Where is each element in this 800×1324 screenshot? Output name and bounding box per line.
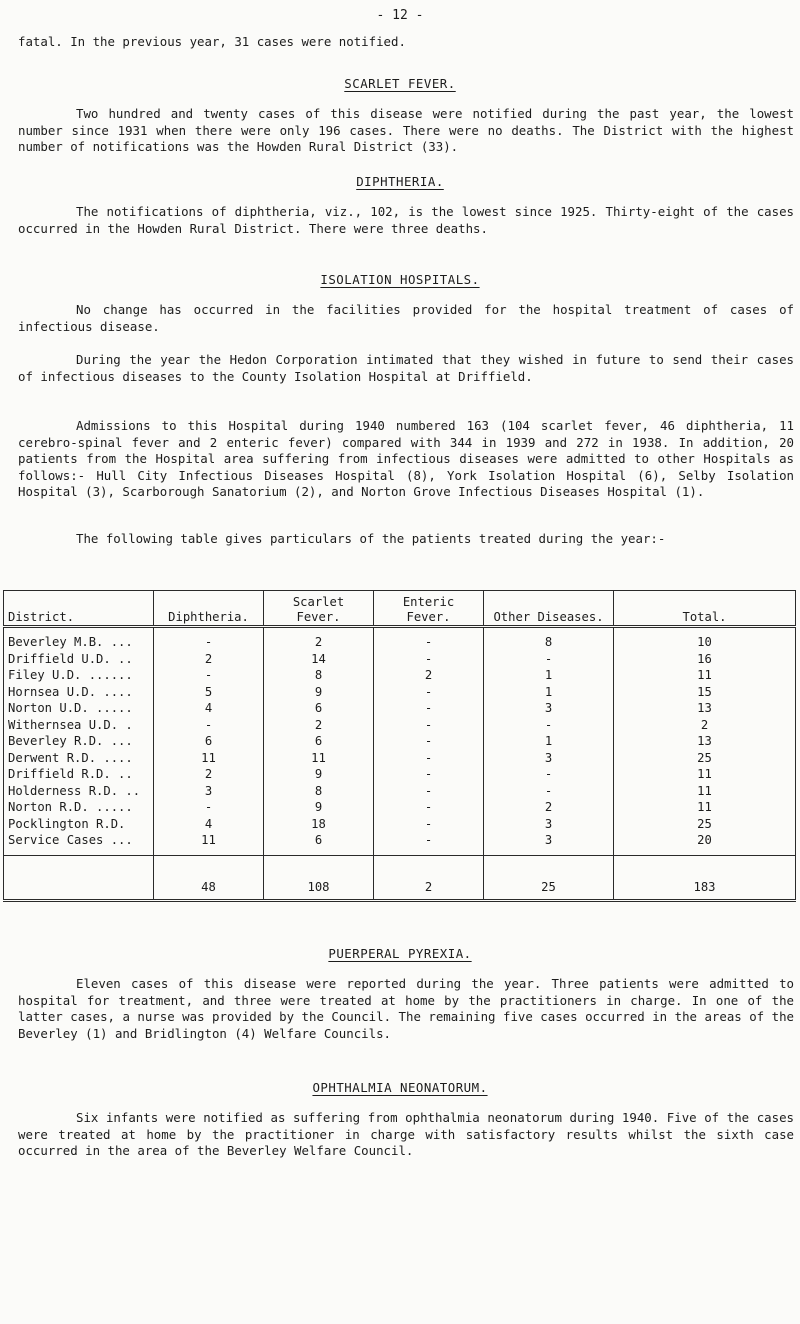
- total-diphtheria: 48: [154, 855, 264, 900]
- cell-district: Norton R.D. .....: [4, 799, 154, 816]
- cell-other-diseases: 8: [484, 627, 614, 651]
- cell-scarlet-fever: 14: [264, 651, 374, 668]
- cell-district: Filey U.D. ......: [4, 667, 154, 684]
- table-row: [4, 799, 796, 816]
- cell-district: Driffield U.D. ..: [4, 651, 154, 668]
- header-total: Total.: [614, 591, 796, 627]
- table-row: [4, 766, 796, 783]
- cell-other-diseases: -: [484, 651, 614, 668]
- cell-district: Pocklington R.D.: [4, 816, 154, 833]
- page-number: - 12 -: [376, 8, 424, 23]
- table-row: [4, 627, 796, 651]
- total-overall: 183: [614, 855, 796, 900]
- cell-scarlet-fever: 18: [264, 816, 374, 833]
- isolation-hospitals-heading: ISOLATION HOSPITALS.: [320, 272, 480, 287]
- cell-district: Hornsea U.D. ....: [4, 684, 154, 701]
- cell-diphtheria: 11: [154, 750, 264, 767]
- table-row: [4, 750, 796, 767]
- cell-total: 11: [614, 799, 796, 816]
- totals-label: [4, 855, 154, 900]
- header-other-diseases: Other Diseases.: [484, 591, 614, 627]
- isolation-text-3: Admissions to this Hospital during 1940 numbered 163 (104 scarlet fever, 46 diphtheria, 11 cerebro-spinal fever and 2 enteric fever) compared with 344 in 1939 and 272 in 1938. In addition, 20 patients from the Hospital area suffering from infectious diseases were admitted to other Hospitals as follows:- Hull City Infectious Diseases Hospital (8), York Isolation Hospital (6), Selby Isolation Hospital (3), Scarborough Sanatorium (2), and Norton Grove Infectious Diseases Hospital (1).: [18, 418, 794, 499]
- table-totals-row: [4, 855, 796, 900]
- puerperal-paragraph: [18, 976, 794, 1042]
- cell-diphtheria: 4: [154, 816, 264, 833]
- header-enteric-fever: Enteric Fever.: [374, 591, 484, 627]
- cell-scarlet-fever: 6: [264, 832, 374, 855]
- cell-district: Beverley M.B. ...: [4, 627, 154, 651]
- cell-other-diseases: 1: [484, 667, 614, 684]
- header-scarlet-fever: Scarlet Fever.: [264, 591, 374, 627]
- cell-diphtheria: -: [154, 667, 264, 684]
- cell-enteric-fever: -: [374, 816, 484, 833]
- cell-enteric-fever: -: [374, 783, 484, 800]
- cell-diphtheria: 11: [154, 832, 264, 855]
- ophthalmia-paragraph: [18, 1110, 794, 1160]
- table-row: [4, 684, 796, 701]
- cell-diphtheria: 4: [154, 700, 264, 717]
- cell-enteric-fever: -: [374, 733, 484, 750]
- cell-scarlet-fever: 2: [264, 717, 374, 734]
- cell-scarlet-fever: 9: [264, 766, 374, 783]
- cell-district: Driffield R.D. ..: [4, 766, 154, 783]
- cell-diphtheria: 6: [154, 733, 264, 750]
- cell-other-diseases: -: [484, 717, 614, 734]
- cell-diphtheria: -: [154, 627, 264, 651]
- table-row: [4, 816, 796, 833]
- cell-other-diseases: 3: [484, 816, 614, 833]
- cell-district: Withernsea U.D. .: [4, 717, 154, 734]
- cell-district: Holderness R.D. ..: [4, 783, 154, 800]
- cell-other-diseases: 3: [484, 700, 614, 717]
- cell-enteric-fever: -: [374, 832, 484, 855]
- intro-text: fatal. In the previous year, 31 cases were notified.: [18, 34, 406, 49]
- patients-table: [3, 590, 796, 902]
- total-scarlet-fever: 108: [264, 855, 374, 900]
- scarlet-fever-text: Two hundred and twenty cases of this disease were notified during the past year, the lowest number since 1931 when there were only 196 cases. There were no deaths. The District with the highest number of notifications was the Howden Rural District (33).: [18, 106, 794, 154]
- ophthalmia-text: Six infants were notified as suffering from ophthalmia neonatorum during 1940. Five of the cases were treated at home by the practitioner in charge with satisfactory results whilst the sixth case occurred in the area of the Beverley Welfare Council.: [18, 1110, 794, 1158]
- cell-district: Norton U.D. .....: [4, 700, 154, 717]
- table-row: [4, 733, 796, 750]
- cell-other-diseases: -: [484, 783, 614, 800]
- diphtheria-text: The notifications of diphtheria, viz., 102, is the lowest since 1925. Thirty-eight of the cases occurred in the Howden Rural District. There were three deaths.: [18, 204, 794, 236]
- cell-total: 11: [614, 783, 796, 800]
- isolation-paragraph-1: [18, 302, 794, 335]
- cell-other-diseases: 3: [484, 750, 614, 767]
- cell-scarlet-fever: 8: [264, 783, 374, 800]
- cell-diphtheria: 5: [154, 684, 264, 701]
- header-district: District.: [4, 591, 154, 627]
- isolation-text-4: The following table gives particulars of the patients treated during the year:-: [76, 531, 666, 546]
- cell-scarlet-fever: 11: [264, 750, 374, 767]
- ophthalmia-neonatorum-heading: OPHTHALMIA NEONATORUM.: [312, 1080, 488, 1095]
- cell-enteric-fever: -: [374, 766, 484, 783]
- table-row: [4, 667, 796, 684]
- cell-total: 11: [614, 667, 796, 684]
- cell-enteric-fever: -: [374, 799, 484, 816]
- cell-enteric-fever: 2: [374, 667, 484, 684]
- isolation-text-2: During the year the Hedon Corporation intimated that they wished in future to send their cases of infectious diseases to the County Isolation Hospital at Driffield.: [18, 352, 794, 384]
- cell-total: 13: [614, 700, 796, 717]
- isolation-text-1: No change has occurred in the facilities provided for the hospital treatment of cases of infectious disease.: [18, 302, 794, 334]
- table-row: [4, 651, 796, 668]
- cell-total: 20: [614, 832, 796, 855]
- isolation-paragraph-4: [18, 531, 794, 548]
- cell-district: Derwent R.D. ....: [4, 750, 154, 767]
- cell-total: 11: [614, 766, 796, 783]
- header-diphtheria: Diphtheria.: [154, 591, 264, 627]
- diphtheria-heading: DIPHTHERIA.: [356, 174, 444, 189]
- cell-enteric-fever: -: [374, 651, 484, 668]
- diphtheria-paragraph: [18, 204, 794, 237]
- isolation-paragraph-3: [18, 418, 794, 501]
- cell-diphtheria: 3: [154, 783, 264, 800]
- cell-total: 13: [614, 733, 796, 750]
- cell-scarlet-fever: 8: [264, 667, 374, 684]
- cell-enteric-fever: -: [374, 627, 484, 651]
- isolation-paragraph-2: [18, 352, 794, 385]
- cell-scarlet-fever: 2: [264, 627, 374, 651]
- cell-total: 25: [614, 750, 796, 767]
- cell-other-diseases: 3: [484, 832, 614, 855]
- cell-scarlet-fever: 6: [264, 700, 374, 717]
- cell-diphtheria: -: [154, 799, 264, 816]
- cell-enteric-fever: -: [374, 700, 484, 717]
- cell-diphtheria: 2: [154, 651, 264, 668]
- cell-diphtheria: 2: [154, 766, 264, 783]
- cell-total: 10: [614, 627, 796, 651]
- total-enteric-fever: 2: [374, 855, 484, 900]
- scarlet-fever-paragraph: [18, 106, 794, 156]
- cell-total: 16: [614, 651, 796, 668]
- cell-enteric-fever: -: [374, 750, 484, 767]
- table-row: [4, 700, 796, 717]
- cell-other-diseases: -: [484, 766, 614, 783]
- cell-total: 15: [614, 684, 796, 701]
- cell-district: Service Cases ...: [4, 832, 154, 855]
- cell-total: 2: [614, 717, 796, 734]
- table-row: [4, 783, 796, 800]
- scarlet-fever-heading: SCARLET FEVER.: [344, 76, 456, 91]
- cell-scarlet-fever: 9: [264, 684, 374, 701]
- cell-scarlet-fever: 9: [264, 799, 374, 816]
- cell-enteric-fever: -: [374, 684, 484, 701]
- cell-district: Beverley R.D. ...: [4, 733, 154, 750]
- cell-other-diseases: 1: [484, 733, 614, 750]
- cell-other-diseases: 2: [484, 799, 614, 816]
- cell-enteric-fever: -: [374, 717, 484, 734]
- cell-other-diseases: 1: [484, 684, 614, 701]
- table-header-row: [4, 591, 796, 627]
- cell-scarlet-fever: 6: [264, 733, 374, 750]
- cell-diphtheria: -: [154, 717, 264, 734]
- table-row: [4, 717, 796, 734]
- total-other-diseases: 25: [484, 855, 614, 900]
- puerperal-text: Eleven cases of this disease were reported during the year. Three patients were admitted to hospital for treatment, and three were treated at home by the practitioners in charge. In one of the latter cases, a nurse was provided by the Council. The remaining five cases occurred in the areas of the Beverley (1) and Bridlington (4) Welfare Councils.: [18, 976, 794, 1041]
- puerperal-pyrexia-heading: PUERPERAL PYREXIA.: [328, 946, 472, 961]
- cell-total: 25: [614, 816, 796, 833]
- table-row: [4, 832, 796, 855]
